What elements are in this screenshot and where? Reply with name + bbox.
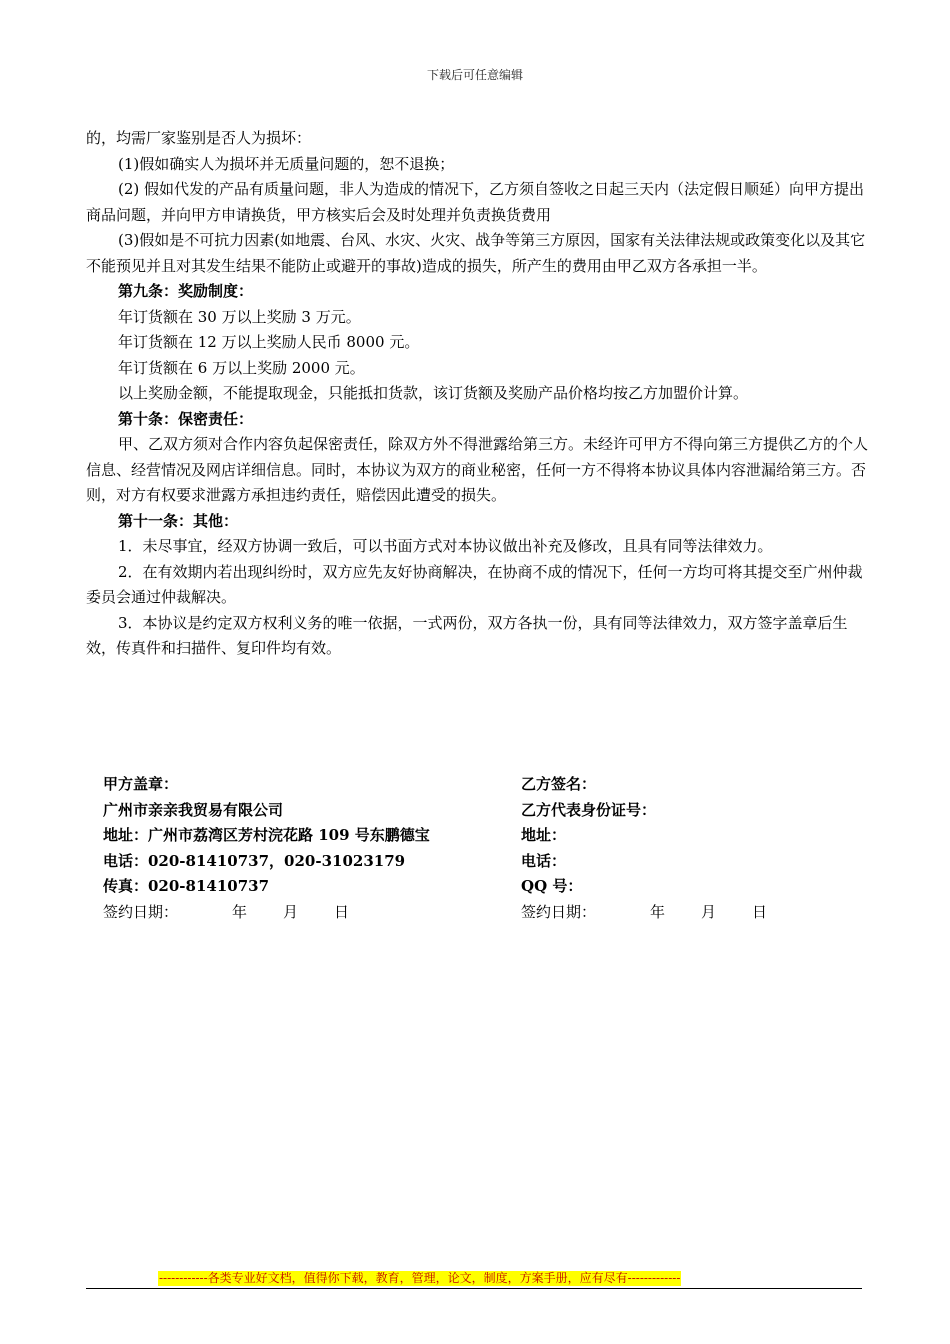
party-a-phone: 电话：020-81410737，020-31023179 [103,851,406,870]
section-heading-9: 第九条：奖励制度： [118,282,254,300]
paragraph: 年订货额在 30 万以上奖励 3 万元。 [118,307,361,326]
party-a-address: 地址：广州市荔湾区芳村浣花路 109 号东鹏德宝 [103,826,430,844]
party-b-address-label: 地址： [521,826,567,844]
year-label: 年 [232,902,248,921]
paragraph: 3．本协议是约定双方权利义务的唯一依据，一式两份，双方各执一份，具有同等法律效力，双方签字盖章后生效，传真件和扫描件、复印件均有效。 [86,613,848,657]
party-b-signature [521,772,821,925]
party-b-id-label: 乙方代表身份证号： [521,800,657,819]
party-b-phone-label: 电话： [521,851,567,870]
day-label: 日 [334,902,350,921]
party-a-signature [103,772,503,925]
paragraph: 1．未尽事宜，经双方协调一致后，可以书面方式对本协议做出补充及修改，且具有同等法律效力。 [118,537,773,555]
month-label: 月 [283,902,299,921]
contract-body [86,126,868,662]
party-a-date [103,900,503,926]
party-b-sign-label: 乙方签名： [521,775,597,793]
paragraph: (2) 假如代发的产品有质量问题，非人为造成的情况下，乙方须自签收之日起三天内（法定假日顺延）向甲方提出商品问题，并向甲方申请换货，甲方核实后会及时处理并负责换货费用 [86,180,865,224]
paragraph: 年订货额在 6 万以上奖励 2000 元。 [118,358,365,377]
section-heading-11: 第十一条：其他： [118,511,239,530]
footer-divider [86,1288,862,1289]
party-a-fax: 传真：020-81410737 [103,877,270,895]
section-heading-10: 第十条：保密责任： [118,409,254,428]
paragraph: 甲、乙双方须对合作内容负起保密责任，除双方外不得泄露给第三方。未经许可甲方不得向第三方提供乙方的个人信息、经营情况及网店详细信息。同时，本协议为双方的商业秘密，任何一方不得将本协议具体内容泄漏给第三方。否则，对方有权要求泄露方承担违约责任，赔偿因此遭受的损失。 [86,435,869,504]
date-label: 签约日期： [521,902,597,921]
paragraph: (1)假如确实人为损坏并无质量问题的，恕不退换； [118,154,455,173]
party-a-company: 广州市亲亲我贸易有限公司 [103,800,284,819]
page-header: 下载后可任意编辑 [426,68,523,82]
day-label: 日 [752,902,768,921]
paragraph: 的，均需厂家鉴别是否人为损坏： [86,129,312,147]
party-b-qq-label: QQ 号： [521,877,583,895]
party-b-date [521,900,821,926]
year-label: 年 [650,902,666,921]
paragraph: 2．在有效期内若出现纠纷时，双方应先友好协商解决，在协商不成的情况下，任何一方均可将其提交至广州仲裁委员会通过仲裁解决。 [86,562,863,606]
paragraph: 以上奖励金额，不能提取现金，只能抵扣货款，该订货额及奖励产品价格均按乙方加盟价计算。 [118,384,749,402]
month-label: 月 [701,902,717,921]
date-label: 签约日期： [103,902,179,921]
party-a-seal-label: 甲方盖章： [103,775,179,793]
paragraph: (3)假如是不可抗力因素(如地震、台风、水灾、火灾、战争等第三方原因，国家有关法律法规或政策变化以及其它不能预见并且对其发生结果不能防止或避开的事故)造成的损失，所产生的费用由甲乙双方各承担一半。 [86,231,866,275]
footer-banner: ------------各类专业好文档，值得你下载，教育，管理，论文，制度，方案手册，应有尽有------------- [159,1271,681,1285]
paragraph: 年订货额在 12 万以上奖励人民币 8000 元。 [118,333,420,351]
